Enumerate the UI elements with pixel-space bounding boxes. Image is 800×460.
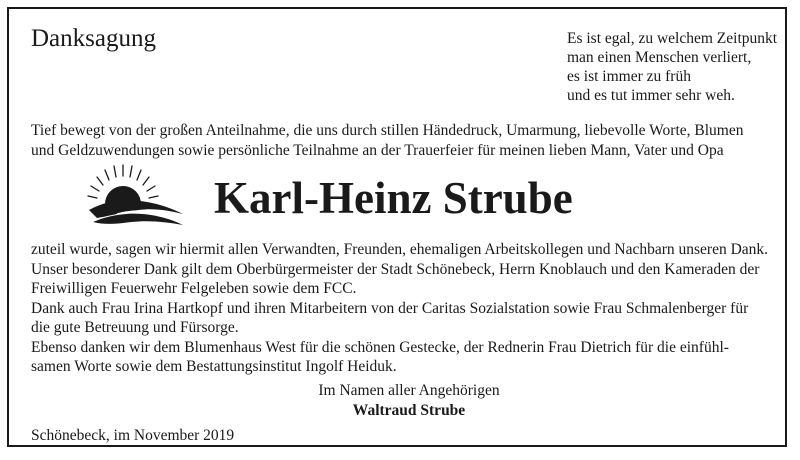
signer-name: Waltraud Strube — [352, 402, 466, 419]
signature-block — [209, 381, 609, 421]
poem-line: Es ist egal, zu welchem Zeitpunkt — [567, 30, 778, 47]
signoff-text: Im Namen aller Angehörigen — [318, 382, 500, 399]
obituary-thanks-notice — [7, 7, 787, 447]
poem-line: man einen Menschen verliert, — [567, 49, 752, 66]
body-line: Freiwilligen Feuerwehr Felgeleben sowie dem FCC. — [31, 280, 357, 297]
intro-line: Tief bewegt von der großen Anteilnahme, die uns durch stillen Händedruck, Umarmung, liebevolle Worte, Blumen — [31, 122, 744, 139]
body-line: Ebenso danken wir dem Blumenhaus West für die schönen Gestecke, der Rednerin Frau Dietrich für die einfühl- — [31, 338, 729, 356]
poem-line: es ist immer zu früh — [567, 68, 691, 85]
intro-line: und Geldzuwendungen sowie persönliche Teilnahme an der Trauerfeier für meinen lieben Mann, Vater und Opa — [31, 141, 724, 159]
body-line: die gute Betreuung und Fürsorge. — [31, 319, 239, 336]
body-line: Unser besonderer Dank gilt dem Oberbürgermeister der Stadt Schönebeck, Herrn Knoblauch und den Kameraden der — [31, 260, 760, 278]
deceased-name: Karl-Heinz Strube — [214, 173, 573, 223]
place-date: Schönebeck, im November 2019 — [31, 427, 235, 444]
body-line: samen Worte sowie dem Bestattungsinstitut Ingolf Heiduk. — [31, 358, 397, 375]
poem-line: und es tut immer sehr weh. — [567, 87, 735, 104]
notice-heading: Danksagung — [31, 25, 156, 52]
intro-paragraph — [31, 121, 783, 160]
body-paragraph — [31, 240, 786, 377]
body-line: Dank auch Frau Irina Hartkopf und ihren Mitarbeitern von der Caritas Sozialstation sowie Frau Schmalenberger für — [31, 299, 749, 317]
body-line: zuteil wurde, sagen wir hiermit allen Verwandten, Freunden, ehemaligen Arbeitskollegen und Nachbarn unseren Dank. — [31, 241, 769, 258]
sunset-over-hills-icon — [87, 164, 185, 226]
poem-quote — [567, 29, 777, 105]
